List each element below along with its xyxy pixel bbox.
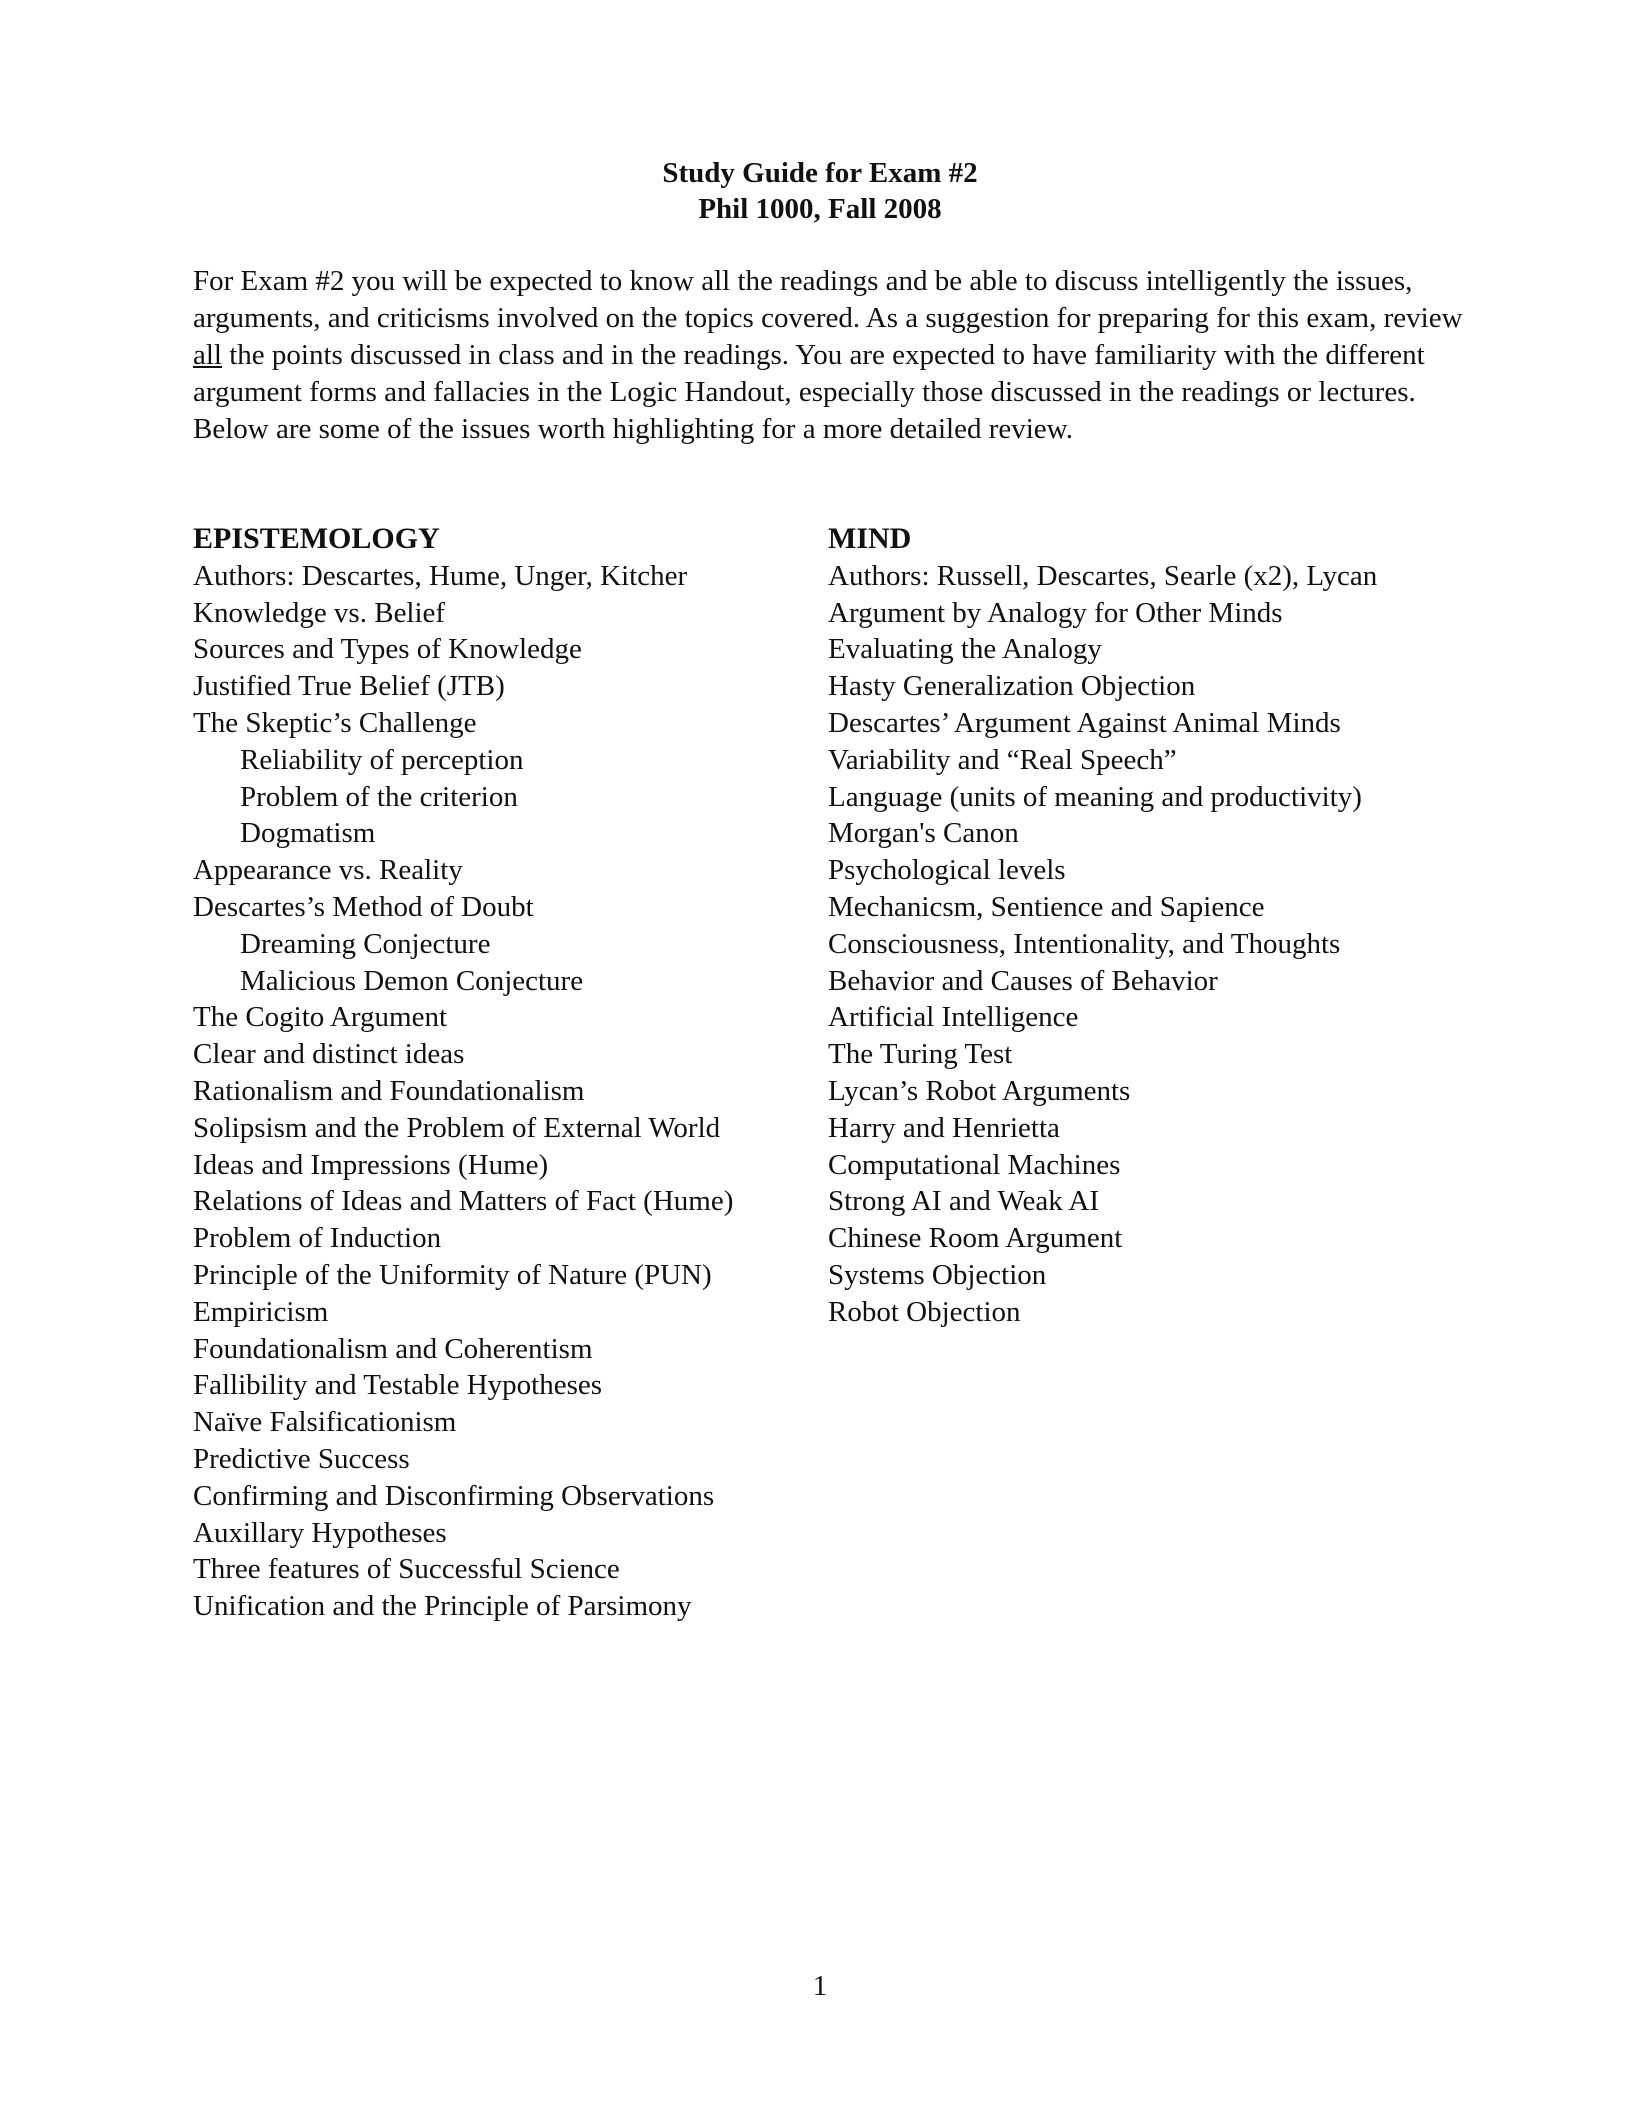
epistemology-column [193, 521, 813, 1625]
list-item: Variability and “Real Speech” [828, 743, 1177, 776]
list-item: The Skeptic’s Challenge [193, 706, 477, 739]
list-item: Knowledge vs. Belief [193, 596, 446, 629]
list-item: Foundationalism and Coherentism [193, 1332, 593, 1365]
list-item: Three features of Successful Science [193, 1553, 620, 1586]
list-item: Consciousness, Intentionality, and Thoughts [828, 927, 1341, 960]
list-item: Morgan's Canon [828, 817, 1019, 850]
document-title: Study Guide for Exam #2 [662, 157, 978, 189]
list-item: Principle of the Uniformity of Nature (PUN) [193, 1258, 712, 1291]
list-item: Evaluating the Analogy [828, 633, 1102, 666]
list-item: Harry and Henrietta [828, 1111, 1060, 1144]
list-item: Justified True Belief (JTB) [193, 670, 505, 703]
list-subitem: Malicious Demon Conjecture [240, 964, 584, 997]
list-item: Mechanicsm, Sentience and Sapience [828, 890, 1265, 923]
intro-text-start: For Exam #2 you will be expected to know all the readings and be able to discuss intelligently the issues, arguments, and criticisms involved on the topics covered. As a suggestion for preparing for this exam, review [193, 265, 1463, 334]
epistemology-heading: EPISTEMOLOGY [193, 522, 440, 555]
list-item: Computational Machines [828, 1148, 1121, 1181]
list-item: Naïve Falsificationism [193, 1406, 457, 1439]
page-number: 1 [812, 1970, 828, 2002]
title-block [0, 155, 1640, 227]
list-item: Systems Objection [828, 1258, 1047, 1291]
list-subitem: Dreaming Conjecture [240, 927, 491, 960]
list-subitem: Problem of the criterion [240, 780, 518, 813]
epistemology-list [193, 558, 813, 1625]
mind-list [828, 558, 1468, 1331]
list-item: Ideas and Impressions (Hume) [193, 1148, 549, 1181]
list-item: The Turing Test [828, 1038, 1013, 1071]
list-item: Predictive Success [193, 1442, 410, 1475]
intro-paragraph [193, 263, 1463, 448]
list-item: Rationalism and Foundationalism [193, 1074, 585, 1107]
list-item: Language (units of meaning and productivity) [828, 780, 1362, 813]
list-item: Artificial Intelligence [828, 1001, 1079, 1034]
list-item: Chinese Room Argument [828, 1222, 1123, 1255]
list-item: Lycan’s Robot Arguments [828, 1074, 1131, 1107]
list-item: Clear and distinct ideas [193, 1038, 465, 1071]
list-item: Descartes’s Method of Doubt [193, 890, 534, 923]
list-item: Confirming and Disconfirming Observations [193, 1479, 715, 1512]
list-item: Behavior and Causes of Behavior [828, 964, 1218, 997]
list-item: Sources and Types of Knowledge [193, 633, 582, 666]
list-item: Hasty Generalization Objection [828, 670, 1196, 703]
list-item: Unification and the Principle of Parsimony [193, 1590, 692, 1623]
list-item: The Cogito Argument [193, 1001, 448, 1034]
list-item: Strong AI and Weak AI [828, 1185, 1099, 1218]
list-item: Authors: Russell, Descartes, Searle (x2), Lycan [828, 559, 1378, 592]
list-subitem: Dogmatism [240, 817, 376, 850]
document-subtitle: Phil 1000, Fall 2008 [698, 193, 942, 225]
list-item: Argument by Analogy for Other Minds [828, 596, 1283, 629]
list-item: Appearance vs. Reality [193, 854, 463, 887]
list-item: Robot Objection [828, 1295, 1021, 1328]
mind-heading: MIND [828, 522, 912, 555]
list-item: Solipsism and the Problem of External World [193, 1111, 721, 1144]
list-item: Descartes’ Argument Against Animal Minds [828, 706, 1341, 739]
intro-text-end: the points discussed in class and in the readings. You are expected to have familiarity with the different argument forms and fallacies in the Logic Handout, especially those discussed in the readings or lectures. Below are some of the issues worth highlighting for a more detailed review. [193, 339, 1425, 445]
list-item: Relations of Ideas and Matters of Fact (Hume) [193, 1185, 734, 1218]
mind-column [828, 521, 1468, 1331]
list-subitem: Reliability of perception [240, 743, 524, 776]
list-item: Fallibility and Testable Hypotheses [193, 1369, 603, 1402]
list-item: Auxillary Hypotheses [193, 1516, 447, 1549]
list-item: Psychological levels [828, 854, 1066, 887]
list-item: Empiricism [193, 1295, 329, 1328]
list-item: Problem of Induction [193, 1222, 442, 1255]
intro-underlined-word: all [193, 339, 222, 371]
list-item: Authors: Descartes, Hume, Unger, Kitcher [193, 559, 688, 592]
